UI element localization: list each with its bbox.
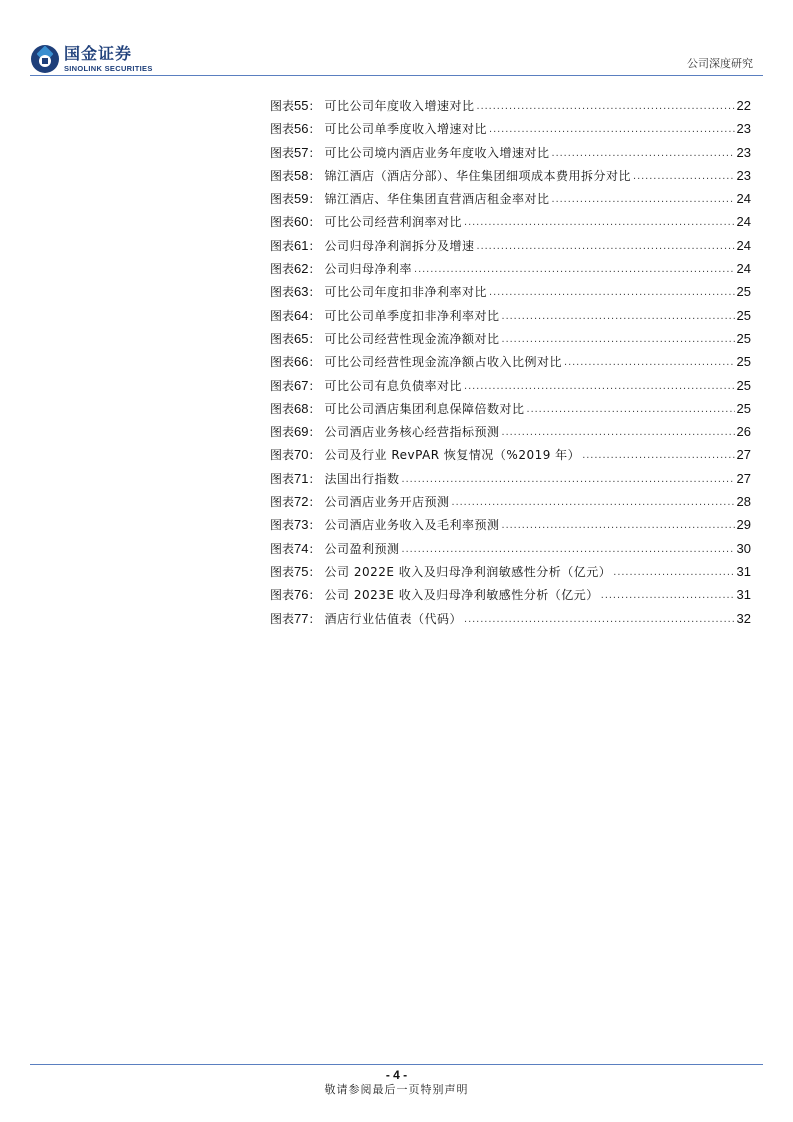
page-number: - 4 - bbox=[385, 1068, 408, 1082]
figure-list-item[interactable] bbox=[270, 537, 751, 560]
figure-number: 63 bbox=[294, 284, 309, 300]
figure-label-colon: ： bbox=[308, 425, 321, 440]
figure-title: 公司及行业 RevPAR 恢复情况（%2019 年） bbox=[324, 448, 581, 463]
figure-page-number: 24 bbox=[736, 237, 751, 253]
figure-page-number: 30 bbox=[736, 540, 751, 556]
figure-number: 64 bbox=[294, 307, 309, 323]
figure-label-colon: ： bbox=[308, 192, 321, 207]
figure-label bbox=[270, 607, 321, 631]
dot-leader bbox=[477, 235, 735, 258]
figure-title: 可比公司经营利润率对比 bbox=[324, 215, 463, 230]
figure-label bbox=[270, 234, 321, 258]
figure-title: 公司酒店业务核心经营指标预测 bbox=[324, 425, 500, 440]
figure-label-prefix: 图表 bbox=[270, 611, 295, 626]
figure-label bbox=[270, 490, 321, 514]
figure-page-number: 23 bbox=[736, 167, 751, 183]
figure-label bbox=[270, 583, 321, 607]
figure-label bbox=[270, 350, 321, 374]
figure-label-colon: ： bbox=[308, 355, 321, 370]
dot-leader bbox=[633, 165, 735, 188]
figure-label bbox=[270, 467, 321, 491]
figure-label bbox=[270, 210, 321, 234]
figure-label-colon: ： bbox=[308, 611, 321, 626]
dot-leader bbox=[414, 258, 735, 281]
figure-label-prefix: 图表 bbox=[270, 425, 295, 440]
figure-label-colon: ： bbox=[308, 471, 321, 486]
figure-title: 公司酒店业务收入及毛利率预测 bbox=[324, 518, 500, 533]
figure-label-prefix: 图表 bbox=[270, 448, 295, 463]
figure-number: 75 bbox=[294, 563, 309, 579]
report-type-label: 公司深度研究 bbox=[687, 57, 753, 70]
dot-leader bbox=[613, 561, 734, 584]
figure-number: 56 bbox=[294, 121, 309, 137]
figure-label-prefix: 图表 bbox=[270, 192, 295, 207]
dot-leader bbox=[402, 468, 735, 491]
figure-title: 可比公司年度扣非净利率对比 bbox=[324, 285, 488, 300]
figure-label bbox=[270, 280, 321, 304]
sinolink-logo-icon bbox=[30, 44, 60, 74]
figure-label-colon: ： bbox=[308, 99, 321, 113]
figure-label bbox=[270, 397, 321, 421]
figure-label-prefix: 图表 bbox=[270, 238, 295, 253]
figure-label-prefix: 图表 bbox=[270, 262, 295, 277]
figure-label-colon: ： bbox=[308, 495, 321, 510]
dot-leader bbox=[582, 444, 734, 467]
dot-leader bbox=[502, 514, 735, 537]
figure-page-number: 28 bbox=[736, 494, 751, 510]
figure-label-prefix: 图表 bbox=[270, 145, 295, 160]
figure-label-colon: ： bbox=[308, 401, 321, 416]
figure-title: 可比公司境内酒店业务年度收入增速对比 bbox=[324, 145, 550, 160]
figure-number: 55 bbox=[294, 98, 309, 113]
figure-title: 可比公司单季度收入增速对比 bbox=[324, 122, 488, 137]
disclaimer-note: 敬请参阅最后一页特别声明 bbox=[324, 1083, 469, 1096]
figure-label bbox=[270, 141, 321, 165]
figure-number: 61 bbox=[294, 237, 309, 253]
figure-list bbox=[270, 94, 751, 630]
figure-label-prefix: 图表 bbox=[270, 308, 295, 323]
figure-number: 67 bbox=[294, 377, 309, 393]
figure-page-number: 27 bbox=[736, 470, 751, 486]
figure-label-colon: ： bbox=[308, 541, 321, 556]
figure-label-prefix: 图表 bbox=[270, 168, 295, 183]
figure-title: 可比公司年度收入增速对比 bbox=[324, 99, 475, 113]
figure-page-number: 29 bbox=[736, 517, 751, 533]
figure-number: 74 bbox=[294, 540, 309, 556]
figure-label bbox=[270, 304, 321, 328]
figure-number: 77 bbox=[294, 610, 309, 626]
figure-label bbox=[270, 537, 321, 561]
figure-label bbox=[270, 374, 321, 398]
figure-label bbox=[270, 513, 321, 537]
figure-label-colon: ： bbox=[308, 122, 321, 137]
figure-number: 65 bbox=[294, 330, 309, 346]
dot-leader bbox=[502, 328, 735, 351]
figure-list-item[interactable] bbox=[270, 560, 751, 583]
figure-label-prefix: 图表 bbox=[270, 495, 295, 510]
figure-page-number: 25 bbox=[736, 400, 751, 416]
figure-page-number: 31 bbox=[736, 587, 751, 603]
dot-leader bbox=[489, 281, 735, 304]
figure-page-number: 25 bbox=[736, 377, 751, 393]
figure-list-item[interactable] bbox=[270, 420, 751, 443]
figure-label bbox=[270, 187, 321, 211]
figure-list-item[interactable] bbox=[270, 397, 751, 420]
figure-label-colon: ： bbox=[308, 238, 321, 253]
figure-number: 66 bbox=[294, 354, 309, 370]
figure-label-prefix: 图表 bbox=[270, 285, 295, 300]
figure-label bbox=[270, 257, 321, 281]
figure-title: 可比公司经营性现金流净额占收入比例对比 bbox=[324, 355, 563, 370]
figure-label bbox=[270, 164, 321, 188]
figure-list-item[interactable] bbox=[270, 607, 751, 630]
figure-label-prefix: 图表 bbox=[270, 215, 295, 230]
figure-label-colon: ： bbox=[308, 285, 321, 300]
figure-list-item[interactable] bbox=[270, 280, 751, 303]
figure-label bbox=[270, 420, 321, 444]
figure-page-number: 22 bbox=[736, 98, 751, 113]
figure-page-number: 23 bbox=[736, 144, 751, 160]
figure-label-prefix: 图表 bbox=[270, 99, 295, 113]
figure-list-item[interactable] bbox=[270, 443, 751, 466]
figure-list-item[interactable] bbox=[270, 467, 751, 490]
figure-label-colon: ： bbox=[308, 518, 321, 533]
figure-page-number: 32 bbox=[736, 610, 751, 626]
figure-label bbox=[270, 560, 321, 584]
figure-list-item[interactable] bbox=[270, 117, 751, 140]
figure-label-prefix: 图表 bbox=[270, 518, 295, 533]
figure-label-prefix: 图表 bbox=[270, 122, 295, 137]
dot-leader bbox=[502, 305, 735, 328]
figure-list-item[interactable] bbox=[270, 187, 751, 210]
figure-list-item[interactable] bbox=[270, 583, 751, 606]
figure-number: 71 bbox=[294, 470, 309, 486]
figure-label bbox=[270, 117, 321, 141]
figure-list-item[interactable] bbox=[270, 94, 751, 117]
figure-title: 公司酒店业务开店预测 bbox=[324, 495, 450, 510]
figure-number: 59 bbox=[294, 191, 309, 207]
figure-page-number: 27 bbox=[736, 447, 751, 463]
figure-list-item[interactable] bbox=[270, 490, 751, 513]
figure-label-colon: ： bbox=[308, 145, 321, 160]
figure-number: 70 bbox=[294, 447, 309, 463]
figure-number: 68 bbox=[294, 400, 309, 416]
figure-label-prefix: 图表 bbox=[270, 401, 295, 416]
figure-page-number: 23 bbox=[736, 121, 751, 137]
figure-label bbox=[270, 327, 321, 351]
figure-page-number: 25 bbox=[736, 354, 751, 370]
figure-label-prefix: 图表 bbox=[270, 541, 295, 556]
header-divider bbox=[30, 75, 763, 76]
figure-label-prefix: 图表 bbox=[270, 471, 295, 486]
figure-title: 可比公司经营性现金流净额对比 bbox=[324, 331, 500, 346]
figure-title: 锦江酒店、华住集团直营酒店租金率对比 bbox=[324, 192, 550, 207]
figure-page-number: 25 bbox=[736, 330, 751, 346]
figure-title: 公司 2022E 收入及归母净利润敏感性分析（亿元） bbox=[324, 564, 612, 579]
footer-divider bbox=[30, 1064, 763, 1065]
figure-number: 76 bbox=[294, 587, 309, 603]
figure-number: 72 bbox=[294, 494, 309, 510]
dot-leader bbox=[552, 188, 735, 211]
dot-leader bbox=[464, 375, 735, 398]
dot-leader bbox=[452, 491, 735, 514]
figure-page-number: 24 bbox=[736, 261, 751, 277]
figure-title: 可比公司有息负债率对比 bbox=[324, 378, 463, 393]
dot-leader bbox=[564, 351, 735, 374]
figure-label-prefix: 图表 bbox=[270, 378, 295, 393]
figure-label-colon: ： bbox=[308, 262, 321, 277]
figure-title: 可比公司酒店集团利息保障倍数对比 bbox=[324, 401, 525, 416]
figure-list-item[interactable] bbox=[270, 374, 751, 397]
figure-list-item[interactable] bbox=[270, 304, 751, 327]
dot-leader bbox=[502, 421, 735, 444]
figure-label-colon: ： bbox=[308, 168, 321, 183]
figure-number: 73 bbox=[294, 517, 309, 533]
figure-title: 可比公司单季度扣非净利率对比 bbox=[324, 308, 500, 323]
dot-leader bbox=[464, 608, 735, 631]
figure-page-number: 25 bbox=[736, 284, 751, 300]
figure-label-colon: ： bbox=[308, 331, 321, 346]
logo-wordmark-en: SINOLINK SECURITIES bbox=[64, 64, 153, 73]
figure-page-number: 26 bbox=[736, 424, 751, 440]
dot-leader bbox=[601, 584, 735, 607]
figure-list-item[interactable] bbox=[270, 513, 751, 536]
figure-label bbox=[270, 443, 321, 467]
figure-list-item[interactable] bbox=[270, 234, 751, 257]
figure-label-colon: ： bbox=[308, 308, 321, 323]
figure-label-colon: ： bbox=[308, 215, 321, 230]
dot-leader bbox=[489, 118, 735, 141]
figure-list-item[interactable] bbox=[270, 327, 751, 350]
figure-title: 法国出行指数 bbox=[324, 471, 400, 486]
figure-number: 57 bbox=[294, 144, 309, 160]
dot-leader bbox=[402, 538, 735, 561]
figure-label-colon: ： bbox=[308, 448, 321, 463]
figure-title: 公司盈利预测 bbox=[324, 541, 400, 556]
dot-leader bbox=[464, 211, 735, 234]
figure-number: 58 bbox=[294, 167, 309, 183]
figure-label-prefix: 图表 bbox=[270, 355, 295, 370]
figure-number: 60 bbox=[294, 214, 309, 230]
figure-number: 69 bbox=[294, 424, 309, 440]
figure-page-number: 31 bbox=[736, 563, 751, 579]
figure-label-colon: ： bbox=[308, 378, 321, 393]
dot-leader bbox=[552, 142, 735, 165]
dot-leader bbox=[527, 398, 735, 421]
page-header bbox=[0, 0, 793, 80]
figure-page-number: 25 bbox=[736, 307, 751, 323]
figure-label-prefix: 图表 bbox=[270, 588, 295, 603]
figure-title: 锦江酒店（酒店分部）、华住集团细项成本费用拆分对比 bbox=[324, 168, 632, 183]
figure-title: 公司 2023E 收入及归母净利敏感性分析（亿元） bbox=[324, 588, 599, 603]
figure-list-item[interactable] bbox=[270, 141, 751, 164]
figure-number: 62 bbox=[294, 261, 309, 277]
figure-title: 公司归母净利率 bbox=[324, 262, 413, 277]
figure-label-colon: ： bbox=[308, 564, 321, 579]
figure-title: 酒店行业估值表（代码） bbox=[324, 611, 463, 626]
figure-list-item[interactable] bbox=[270, 257, 751, 280]
logo-wordmark-cn: 国金证券 bbox=[64, 44, 133, 63]
figure-label-prefix: 图表 bbox=[270, 564, 295, 579]
figure-title: 公司归母净利润拆分及增速 bbox=[324, 238, 475, 253]
figure-page-number: 24 bbox=[736, 191, 751, 207]
dot-leader bbox=[477, 95, 735, 118]
figure-list-item[interactable] bbox=[270, 350, 751, 373]
figure-list-item[interactable] bbox=[270, 164, 751, 187]
figure-label-prefix: 图表 bbox=[270, 331, 295, 346]
figure-list-item[interactable] bbox=[270, 210, 751, 233]
figure-label-colon: ： bbox=[308, 588, 321, 603]
figure-page-number: 24 bbox=[736, 214, 751, 230]
figure-label bbox=[270, 94, 321, 118]
